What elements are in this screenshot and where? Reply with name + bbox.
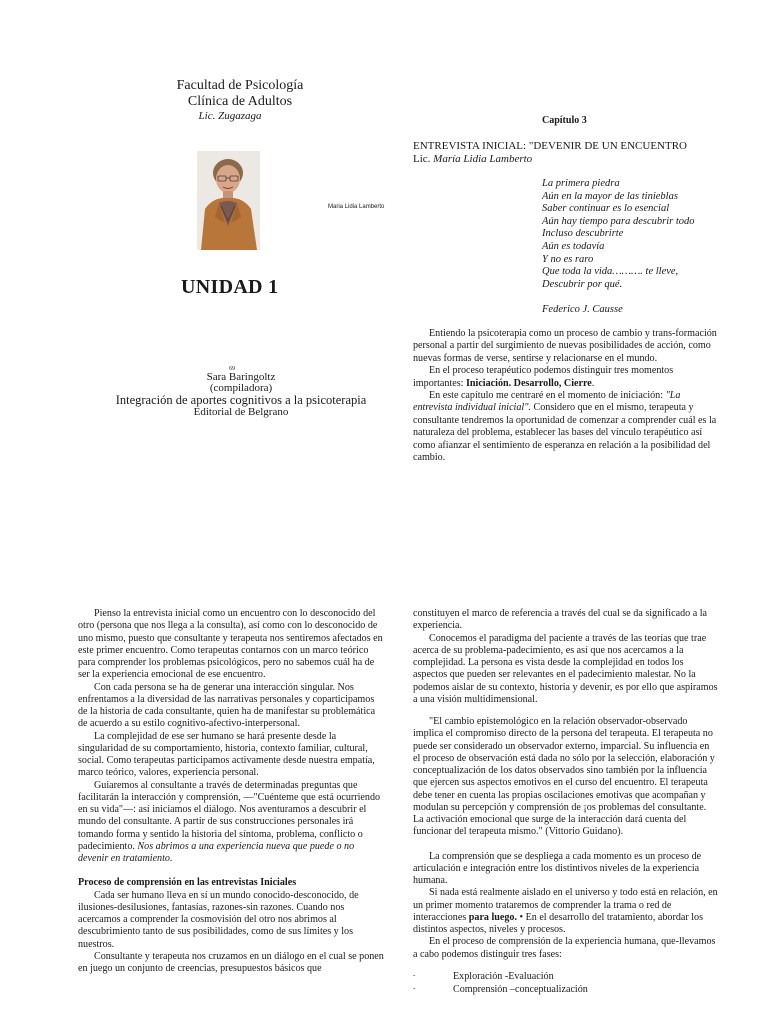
poem-line: Aún en la mayor de las tinieblas xyxy=(542,190,678,202)
poem-line: Aún hay tiempo para descubrir todo xyxy=(542,215,695,227)
body-bold: para luego. xyxy=(468,911,518,923)
body-paragraph xyxy=(413,887,719,936)
lic-name: Lic. Zugazaga xyxy=(198,110,262,122)
author-photo xyxy=(197,151,260,250)
body-text: Si nada está realmente aislado en el universo y todo está en relación, en un primer momento trataremos de comprender la trama o red de interacciones xyxy=(413,887,718,923)
intro-paragraph xyxy=(413,365,719,390)
chapter-title: ENTREVISTA INICIAL: "DEVENIR DE UN ENCUENTRO xyxy=(413,140,687,152)
right-column xyxy=(413,608,719,997)
poem-line: Y no es raro xyxy=(542,253,594,265)
bullet-mark: ˜ xyxy=(413,987,416,995)
left-column xyxy=(78,608,384,975)
body-paragraph: Conocemos el paradigma del paciente a través de las teorías que trae acerca de su problema-padecimiento, es así que nos acercamos a la complejidad. La persona es vista desde la complejidad en todos los aspectos que pueden ser relevantes en el padecimiento malestar. No la podemos aislar de su contexto, historia y devenir, es por ello que aspiramos a una visión multidimensional. xyxy=(413,632,718,705)
spacer xyxy=(413,839,719,851)
intro-emphasis: "La entrevista individual inicial". xyxy=(413,390,681,414)
poem-line: Saber continuar es lo esencial xyxy=(542,203,670,215)
poem-line: La primera piedra xyxy=(542,178,620,189)
list-item xyxy=(413,971,719,984)
clinic-name: Clínica de Adultos xyxy=(187,94,293,109)
phases-list: Iniciación. Desarrollo, Cierre xyxy=(465,377,592,389)
publisher: Editorial de Belgrano xyxy=(193,406,289,418)
body-paragraph: Pienso la entrevista inicial como un encuentro con lo desconocido del otro (persona que nos llega a la consulta), así como con lo desconocido de uno mismo, puesto que consultante y terapeuta nos sentiremos afectados en este primer encuentro. Como terapeutas contarnos con un marco teórico para comprender los problemas psicológicos, pero no sabemos cuál ha de ser la experiencia emocional de ese encuentro. xyxy=(78,608,383,681)
spacer xyxy=(78,865,384,877)
body-paragraph: La complejidad de ese ser humano se hará presente desde la singularidad de su comportamiento, historia, contexto familiar, cultural, social. Como terapeutas participamos activamente desde nuestra empatía, marco teórico, valores, experiencia personal. xyxy=(78,730,375,779)
poem-line: Que toda la vida………. te lleve, xyxy=(542,266,679,278)
intro-text: En el proceso terapéutico podemos distinguir tres momentos importantes: xyxy=(413,365,674,389)
book-title: Integración de aportes cognitivos a la psicoterapia xyxy=(115,393,367,407)
chapter-label: Capítulo 3 xyxy=(542,115,587,126)
list-item-text: Exploración -Evaluación xyxy=(453,970,554,982)
body-text: • En el desarrollo del tratamiento, abordar los distintos aspectos, niveles y procesos. xyxy=(413,911,704,935)
body-paragraph: Con cada persona se ha de generar una interacción singular. Nos enfrentamos a la diversidad de las narrativas personales y coparticipamos de la historia de cada consultante, quien ha de manifestar su problemática de acuerdo a su estilo cognitivo-afectivo-interpersonal. xyxy=(78,681,376,730)
quote-paragraph: "El cambio epistemológico en la relación observador-observado implica el compromiso directo de la persona del terapeuta. El terapeuta no puede ser considerado un observador externo, imparcial. Su influencia en el proceso de observación está dada no sólo por la selección, elaboración y conceptualización de los datos observados sino también por la influencia que ejercen sus aspectos emotivos en el curso del encuentro. El terapeuta debe tener en cuenta las propias oscilaciones emotivas que acompañan y modulan su percepción y comprensión de ¡os problemas del consultante. La activación emocional que surge de la interacción dará cuenta del funcionar del terapeuta mismo." (Vittorio Guidano). xyxy=(413,716,715,838)
body-text: Guiaremos al consultante a través de determinadas preguntas que facilitarán la interacción y comprensión, —"Cuénteme que está ocurriendo en su vida"—: así iniciamos el diálogo. Nos aventuramos a descubrir el mundo del consultante. A partir de sus construcciones personales irá tomando forma y sentido la historia del síntoma, problema, conflicto o padecimiento. xyxy=(78,779,381,852)
faculty-name: Facultad de Psicología xyxy=(176,78,304,93)
body-paragraph: constituyen el marco de referencia a través del cual se da significado a la experiencia. xyxy=(413,608,707,632)
intro-paragraph: Entiendo la psicoterapia como un proceso de cambio y trans-formación personal a partir del surgimiento de nuevas posibilidades de acción, como nuevas formas de verse, sentirse y relacionarse en el mundo. xyxy=(413,328,717,364)
book-reference xyxy=(96,366,386,418)
body-paragraph xyxy=(78,780,384,866)
body-paragraph: En el proceso de comprensión de la experiencia humana, que-llevamos a cabo podemos distinguir tres fases: xyxy=(413,936,716,960)
section-heading: Proceso de comprensión en las entrevistas Iniciales xyxy=(78,877,297,889)
poem-line: Aún es todavía xyxy=(542,240,605,252)
poem-author: Federico J. Causse xyxy=(542,304,623,315)
chapter-author xyxy=(413,153,532,166)
body-paragraph: Cada ser humano lleva en sí un mundo conocido-desconocido, de ilusiones-desilusiones, fantasías, razones-sin razones. Cuando nos acercamos a comprender la cosmovisión del otro nos abrimos al descubrimiento tanto de sus posibilidades, como de sus límites y los nuestros. xyxy=(78,889,359,950)
body-paragraph: La comprensión que se despliega a cada momento es un proceso de articulación e integración entre los distintivos niveles de la experiencia humana. xyxy=(413,850,702,886)
epigraph-poem xyxy=(542,178,695,291)
spacer xyxy=(413,961,719,971)
list-item-text: Comprensión –conceptualización xyxy=(453,984,588,995)
compiler-role: (compiladora) xyxy=(209,382,273,394)
intro-text: En este capítulo me centraré en el momento de iniciación: xyxy=(429,390,666,402)
chapter-intro xyxy=(413,328,719,464)
bullet-mark: ˜ xyxy=(413,973,416,982)
intro-text: . xyxy=(591,377,595,389)
chapter-author-name: María Lidia Lamberto xyxy=(433,153,533,165)
intro-text: Considero que en el mismo, terapeuta y consultante tendremos la oportunidad de comenzar a comprender cuál es la naturaleza del problema, establecer las bases del vínculo terapéutico así como afianzar el sentimiento de esperanza en relación a la posibilidad del cambio. xyxy=(413,402,717,464)
spacer xyxy=(413,706,719,716)
list-item xyxy=(413,984,719,997)
reference-superscript: 69 xyxy=(229,366,235,372)
compiler-name: Sara Baringoltz xyxy=(206,371,276,383)
portrait-image xyxy=(197,151,260,250)
body-paragraph: Consultante y terapeuta nos cruzamos en un diálogo en el cual se ponen en juego un conjunto de creencias, presupuestos básicos que xyxy=(78,950,384,974)
body-emphasis: Nos abrimos a una experiencia nueva que puede o no devenir en tratamiento. xyxy=(78,840,355,864)
photo-caption: Maria Lidia Lamberto xyxy=(328,204,385,210)
chapter-author-prefix: Lic. xyxy=(413,153,434,165)
poem-line: Incluso descubrirte xyxy=(542,228,624,240)
unit-title: UNIDAD 1 xyxy=(181,276,279,298)
intro-paragraph xyxy=(413,390,719,464)
poem-line: Descubrir por qué. xyxy=(542,278,623,290)
